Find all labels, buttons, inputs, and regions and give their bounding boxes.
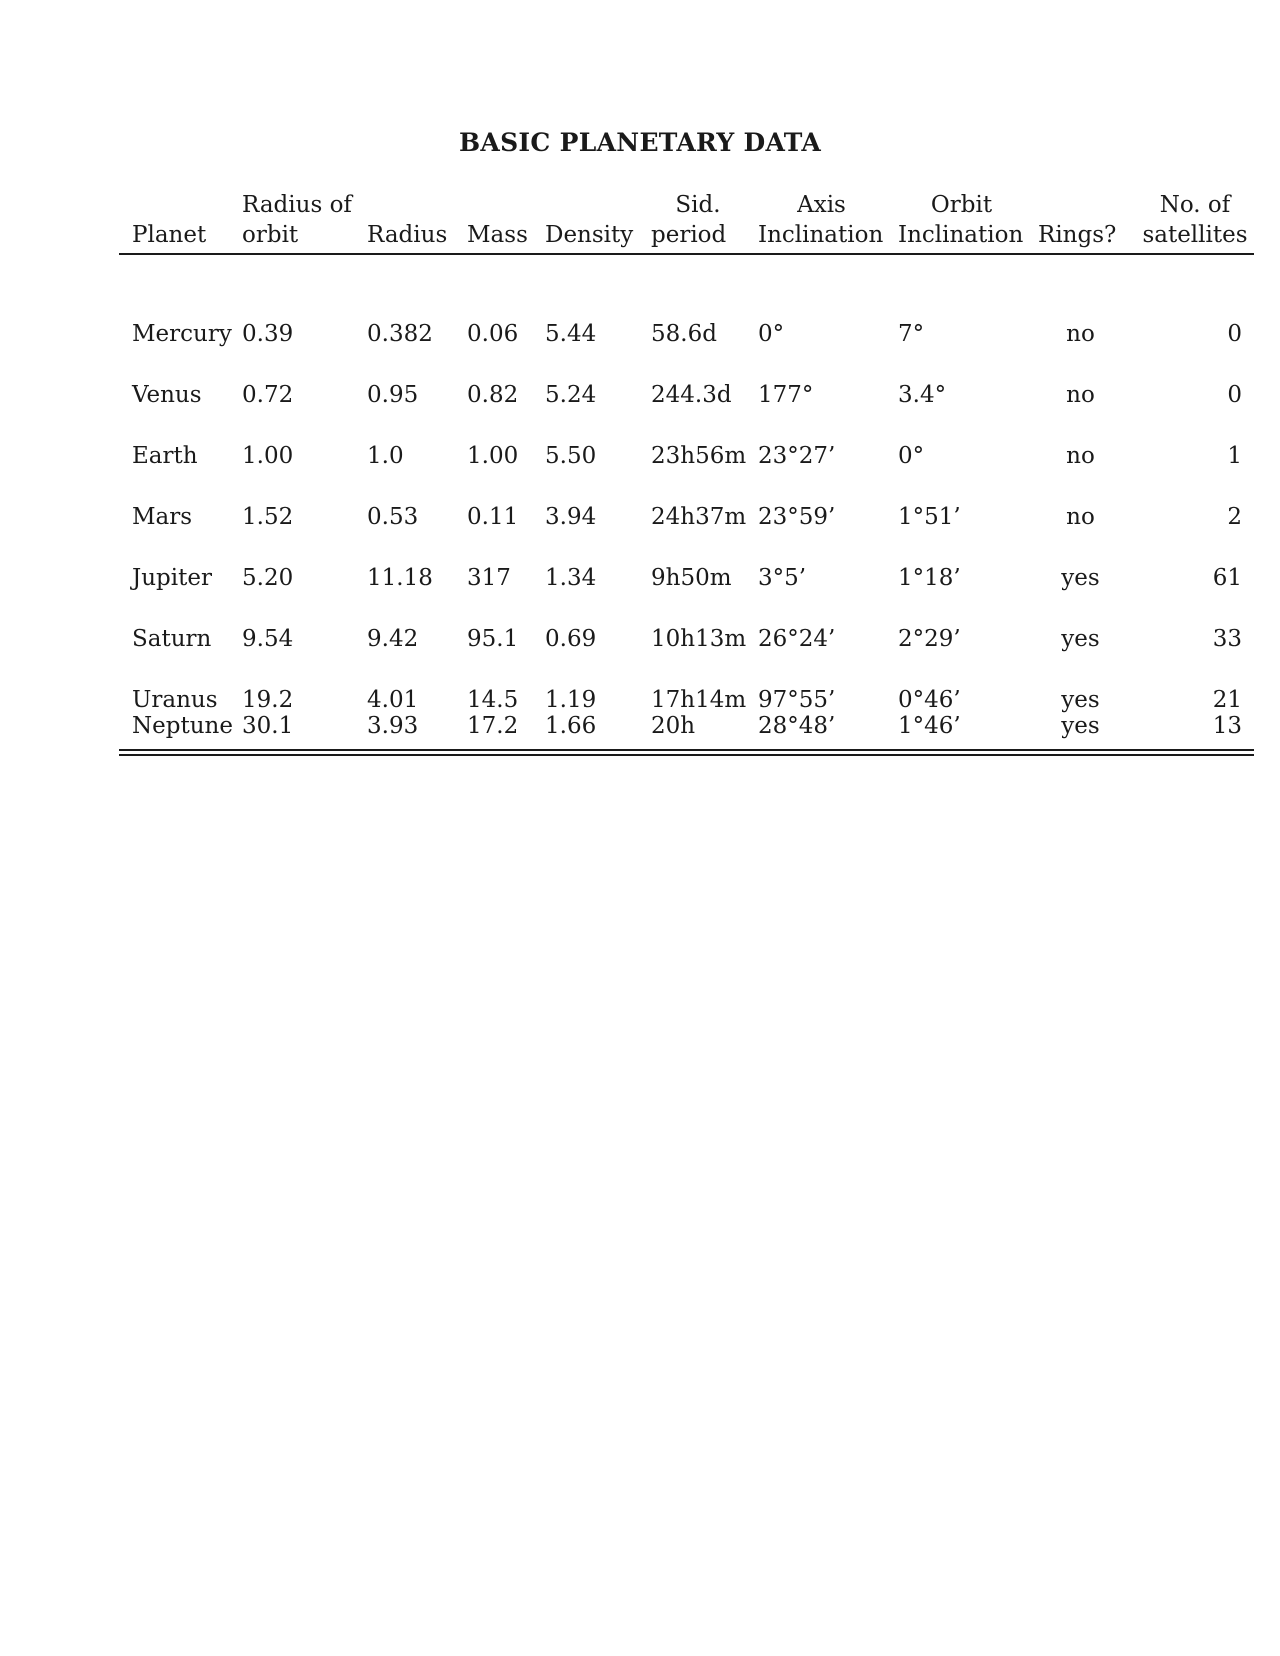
planetary-data-table bbox=[119, 190, 1254, 749]
header-cell bbox=[1025, 190, 1123, 220]
cell-sid-period: 58.6d bbox=[651, 321, 717, 347]
header-cell-rings: Rings? bbox=[1038, 222, 1117, 248]
header-cell-sid-period: period bbox=[651, 222, 727, 248]
cell-density: 3.94 bbox=[545, 504, 597, 530]
cell-rings: no bbox=[1066, 321, 1095, 347]
cell-rings: yes bbox=[1061, 713, 1100, 739]
cell-axis-inclination: 3°5’ bbox=[758, 565, 807, 591]
cell-mass: 14.5 bbox=[467, 687, 519, 713]
cell-sid-period: 244.3d bbox=[651, 382, 732, 408]
table-row bbox=[119, 408, 1254, 469]
cell-rings: yes bbox=[1061, 687, 1100, 713]
header-cell-satellites: satellites bbox=[1142, 222, 1248, 248]
cell-planet: Saturn bbox=[132, 626, 212, 652]
cell-radius: 0.382 bbox=[367, 321, 433, 347]
cell-radius: 0.95 bbox=[367, 382, 419, 408]
table-row bbox=[119, 652, 1254, 713]
cell-satellites: 0 bbox=[1227, 382, 1242, 408]
header-cell-density: Density bbox=[545, 222, 634, 248]
cell-planet: Mars bbox=[132, 504, 193, 530]
cell-planet: Earth bbox=[132, 443, 198, 469]
cell-rings: yes bbox=[1061, 565, 1100, 591]
cell-planet: Venus bbox=[132, 382, 202, 408]
cell-radius: 3.93 bbox=[367, 713, 419, 739]
header-cell: Sid. bbox=[675, 192, 721, 218]
cell-density: 5.24 bbox=[545, 382, 597, 408]
cell-rings: yes bbox=[1061, 626, 1100, 652]
cell-density: 5.44 bbox=[545, 321, 597, 347]
cell-planet: Neptune bbox=[132, 713, 233, 739]
cell-orbit-inclination: 0° bbox=[898, 443, 925, 469]
cell-sid-period: 24h37m bbox=[651, 504, 747, 530]
cell-axis-inclination: 28°48’ bbox=[758, 713, 836, 739]
cell-orbit-inclination: 1°51’ bbox=[898, 504, 961, 530]
cell-mass: 0.11 bbox=[467, 504, 519, 530]
cell-radius-of-orbit: 5.20 bbox=[242, 565, 294, 591]
cell-axis-inclination: 97°55’ bbox=[758, 687, 836, 713]
cell-radius-of-orbit: 19.2 bbox=[242, 687, 294, 713]
cell-radius: 9.42 bbox=[367, 626, 419, 652]
cell-mass: 17.2 bbox=[467, 713, 519, 739]
cell-radius-of-orbit: 0.72 bbox=[242, 382, 294, 408]
header-cell: Orbit bbox=[930, 192, 993, 218]
cell-sid-period: 17h14m bbox=[651, 687, 747, 713]
planetary-data-table-container bbox=[119, 190, 1254, 756]
cell-axis-inclination: 26°24’ bbox=[758, 626, 836, 652]
header-cell-radius-of-orbit: orbit bbox=[242, 222, 299, 248]
page-title: BASIC PLANETARY DATA bbox=[458, 128, 822, 157]
cell-satellites: 13 bbox=[1212, 713, 1242, 739]
table-row bbox=[119, 286, 1254, 347]
table-row bbox=[119, 530, 1254, 591]
table-row bbox=[119, 591, 1254, 652]
header-cell bbox=[454, 190, 532, 220]
cell-planet: Mercury bbox=[132, 321, 232, 347]
cell-rings: no bbox=[1066, 443, 1095, 469]
header-cell-orbit-inclination: Inclination bbox=[898, 222, 1024, 248]
cell-rings: no bbox=[1066, 382, 1095, 408]
cell-mass: 0.06 bbox=[467, 321, 519, 347]
cell-density: 0.69 bbox=[545, 626, 597, 652]
header-cell bbox=[354, 190, 454, 220]
table-bottom-rule bbox=[119, 749, 1254, 756]
table-row bbox=[119, 469, 1254, 530]
header-row-1 bbox=[119, 190, 1254, 220]
cell-radius: 1.0 bbox=[367, 443, 404, 469]
cell-radius-of-orbit: 30.1 bbox=[242, 713, 294, 739]
cell-density: 1.66 bbox=[545, 713, 597, 739]
header-cell bbox=[119, 190, 229, 220]
header-cell-mass: Mass bbox=[467, 222, 528, 248]
header-cell: No. of bbox=[1159, 192, 1231, 218]
cell-satellites: 0 bbox=[1227, 321, 1242, 347]
cell-orbit-inclination: 7° bbox=[898, 321, 925, 347]
cell-planet: Jupiter bbox=[132, 565, 212, 591]
cell-density: 5.50 bbox=[545, 443, 597, 469]
cell-sid-period: 20h bbox=[651, 713, 696, 739]
header-cell-axis-inclination: Inclination bbox=[758, 222, 884, 248]
cell-axis-inclination: 177° bbox=[758, 382, 814, 408]
cell-axis-inclination: 0° bbox=[758, 321, 785, 347]
cell-radius: 4.01 bbox=[367, 687, 419, 713]
cell-satellites: 2 bbox=[1227, 504, 1242, 530]
cell-satellites: 1 bbox=[1227, 443, 1242, 469]
cell-axis-inclination: 23°59’ bbox=[758, 504, 836, 530]
cell-rings: no bbox=[1066, 504, 1095, 530]
cell-radius-of-orbit: 1.00 bbox=[242, 443, 294, 469]
cell-radius-of-orbit: 0.39 bbox=[242, 321, 294, 347]
cell-orbit-inclination: 1°18’ bbox=[898, 565, 961, 591]
cell-sid-period: 23h56m bbox=[651, 443, 747, 469]
table-row bbox=[119, 713, 1254, 749]
cell-mass: 317 bbox=[467, 565, 511, 591]
cell-mass: 1.00 bbox=[467, 443, 519, 469]
cell-density: 1.34 bbox=[545, 565, 597, 591]
cell-satellites: 61 bbox=[1212, 565, 1242, 591]
header-cell: Radius of bbox=[242, 192, 352, 218]
cell-orbit-inclination: 3.4° bbox=[898, 382, 947, 408]
cell-density: 1.19 bbox=[545, 687, 597, 713]
cell-satellites: 21 bbox=[1212, 687, 1242, 713]
cell-satellites: 33 bbox=[1212, 626, 1242, 652]
cell-radius: 11.18 bbox=[367, 565, 433, 591]
table-row bbox=[119, 347, 1254, 408]
header-cell bbox=[532, 190, 638, 220]
cell-radius-of-orbit: 9.54 bbox=[242, 626, 294, 652]
cell-mass: 0.82 bbox=[467, 382, 519, 408]
header-cell-planet: Planet bbox=[132, 222, 207, 248]
cell-mass: 95.1 bbox=[467, 626, 519, 652]
cell-radius: 0.53 bbox=[367, 504, 419, 530]
cell-sid-period: 10h13m bbox=[651, 626, 747, 652]
cell-radius-of-orbit: 1.52 bbox=[242, 504, 294, 530]
cell-orbit-inclination: 2°29’ bbox=[898, 626, 961, 652]
cell-sid-period: 9h50m bbox=[651, 565, 732, 591]
header-row-2 bbox=[119, 220, 1254, 254]
cell-orbit-inclination: 0°46’ bbox=[898, 687, 961, 713]
cell-axis-inclination: 23°27’ bbox=[758, 443, 836, 469]
header-cell: Axis bbox=[797, 192, 846, 218]
cell-planet: Uranus bbox=[132, 687, 218, 713]
header-cell-radius: Radius bbox=[367, 222, 448, 248]
cell-orbit-inclination: 1°46’ bbox=[898, 713, 961, 739]
